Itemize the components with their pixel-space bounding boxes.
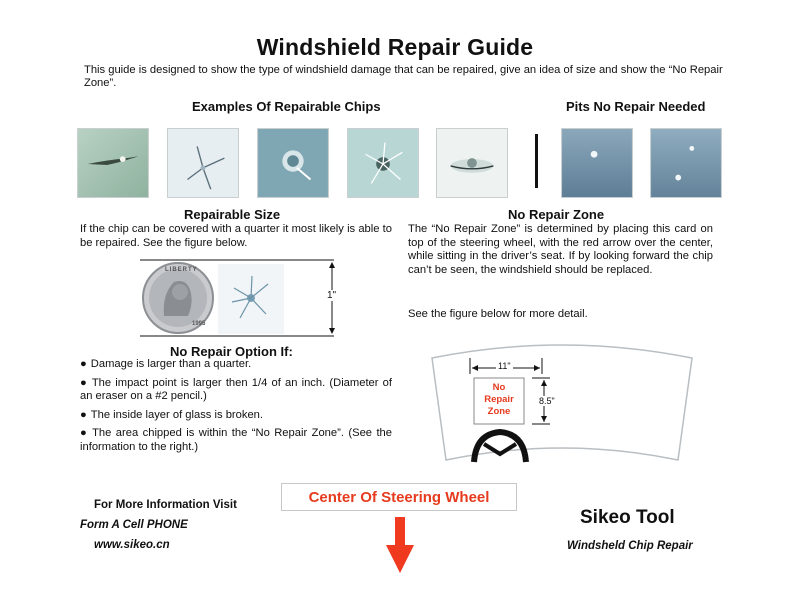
- intro-text: This guide is designed to show the type of windshield damage that can be repaired, give an idea of size and show the “No Repair Zone”.: [84, 64, 723, 89]
- list-item: ● The inside layer of glass is broken.: [80, 408, 264, 421]
- list-item: ● Damage is larger than a quarter.: [80, 358, 252, 370]
- coin-inscription: LIBERTY: [165, 267, 198, 273]
- examples-heading: Examples Of Repairable Chips: [192, 99, 381, 114]
- no-repair-zone-label: No Repair Zone: [484, 382, 514, 417]
- no-repair-zone-heading: No Repair Zone: [508, 207, 605, 222]
- streak-chip-photo: [77, 128, 149, 198]
- repairable-size-heading: Repairable Size: [184, 207, 281, 222]
- quarter-size-figure: [140, 258, 352, 338]
- star-chip-photo: [347, 128, 419, 198]
- width-label: 11": [498, 361, 511, 371]
- section-divider: [535, 134, 538, 188]
- center-steering-wheel-label: Center Of Steering Wheel: [281, 483, 517, 511]
- coin-year: 1995: [192, 321, 206, 327]
- no-repair-option-list: [80, 358, 392, 459]
- pit-photo: [561, 128, 633, 198]
- height-label: 8.5": [539, 396, 555, 406]
- crack-chip-photo: [167, 128, 239, 198]
- list-item: ● The impact point is larger then 1/4 of an inch. (Diameter of an eraser on a #2 pencil.): [80, 376, 392, 402]
- bullet-icon: ●: [80, 376, 88, 389]
- brand-name: Sikeo Tool: [580, 507, 675, 528]
- info-phone-text: Form A Cell PHONE: [80, 519, 188, 531]
- bullet-icon: ●: [80, 358, 87, 370]
- measure-label: 1": [327, 290, 337, 301]
- bullet-icon: ●: [80, 408, 87, 421]
- bullseye-chip-photo: [257, 128, 329, 198]
- bullet-icon: ●: [80, 427, 89, 439]
- windshield-figure: [422, 336, 702, 466]
- half-moon-chip-photo: [436, 128, 508, 198]
- repairable-size-text: If the chip can be covered with a quarter it most likely is able to be repaired. See the figure below.: [80, 223, 392, 249]
- page-title: Windshield Repair Guide: [256, 34, 534, 60]
- brand-subtitle: Windsheld Chip Repair: [567, 540, 693, 552]
- pits-heading: Pits No Repair Needed: [566, 99, 706, 114]
- see-figure-text: See the figure below for more detail.: [408, 308, 588, 320]
- list-item: ● The area chipped is within the “No Repair Zone”. (See the information to the right.): [80, 427, 392, 453]
- pit-photo: [650, 128, 722, 198]
- arrow-down-icon: [384, 515, 416, 575]
- website-link[interactable]: www.sikeo.cn: [94, 539, 170, 551]
- info-visit-text: For More Information Visit: [94, 499, 237, 511]
- no-repair-option-heading: No Repair Option If:: [170, 344, 293, 359]
- no-repair-zone-text: The “No Repair Zone” is determined by placing this card on top of the steering wheel, with the red arrow over the center, while sitting in the driver’s seat. If by looking forward the chip can’t be seen, the windshield should be replaced.: [408, 223, 713, 276]
